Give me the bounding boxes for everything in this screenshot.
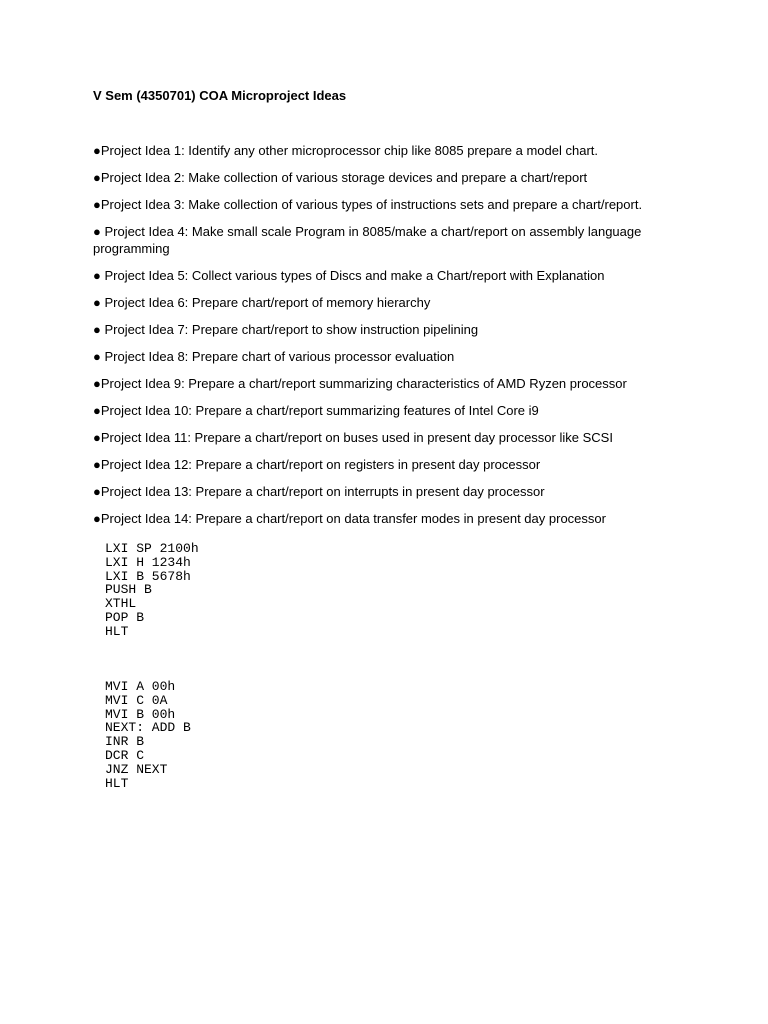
assembly-code-block-2 <box>105 680 191 790</box>
project-idea-item: ●Project Idea 11: Prepare a chart/report on buses used in present day processor like SCSI <box>93 430 613 445</box>
assembly-code-block-1 <box>105 542 199 639</box>
code-line: MVI C 0A <box>105 692 168 708</box>
code-line: NEXT: ADD B <box>105 720 191 736</box>
project-idea-item: ●Project Idea 3: Make collection of various types of instructions sets and prepare a chart/report. <box>93 197 643 212</box>
code-line: MVI A 00h <box>105 679 176 694</box>
project-idea-item: ●Project Idea 14: Prepare a chart/report on data transfer modes in present day processor <box>93 511 606 526</box>
document-title: V Sem (4350701) COA Microproject Ideas <box>93 88 347 103</box>
code-line: DCR C <box>105 747 145 763</box>
project-idea-item: ●Project Idea 13: Prepare a chart/report on interrupts in present day processor <box>93 484 545 499</box>
code-line: XTHL <box>105 596 137 612</box>
code-line: MVI B 00h <box>105 706 176 722</box>
code-line: HLT <box>105 775 129 791</box>
project-idea-item: ●Project Idea 1: Identify any other microprocessor chip like 8085 prepare a model chart. <box>93 143 599 158</box>
project-idea-item: ●Project Idea 2: Make collection of various storage devices and prepare a chart/report <box>93 170 588 185</box>
project-idea-item: ●Project Idea 9: Prepare a chart/report summarizing characteristics of AMD Ryzen processor <box>93 376 627 391</box>
code-line: LXI H 1234h <box>105 554 191 570</box>
project-ideas-list <box>93 142 658 537</box>
code-line: LXI B 5678h <box>105 568 191 584</box>
project-idea-item: ●Project Idea 12: Prepare a chart/report on registers in present day processor <box>93 457 541 472</box>
code-line: HLT <box>105 623 129 639</box>
project-idea-item: ● Project Idea 5: Collect various types of Discs and make a Chart/report with Explanation <box>93 268 605 283</box>
code-line: PUSH B <box>105 582 152 598</box>
project-idea-item: ● Project Idea 7: Prepare chart/report to show instruction pipelining <box>93 322 479 337</box>
code-line: POP B <box>105 609 145 625</box>
project-idea-item: ●Project Idea 10: Prepare a chart/report summarizing features of Intel Core i9 <box>93 403 539 418</box>
code-line: LXI SP 2100h <box>105 541 199 556</box>
code-line: INR B <box>105 734 145 750</box>
project-idea-item: ● Project Idea 6: Prepare chart/report of memory hierarchy <box>93 295 431 310</box>
project-idea-item: ● Project Idea 4: Make small scale Program in 8085/make a chart/report on assembly language programming <box>93 224 642 256</box>
project-idea-item: ● Project Idea 8: Prepare chart of various processor evaluation <box>93 349 455 364</box>
code-line: JNZ NEXT <box>105 761 168 777</box>
